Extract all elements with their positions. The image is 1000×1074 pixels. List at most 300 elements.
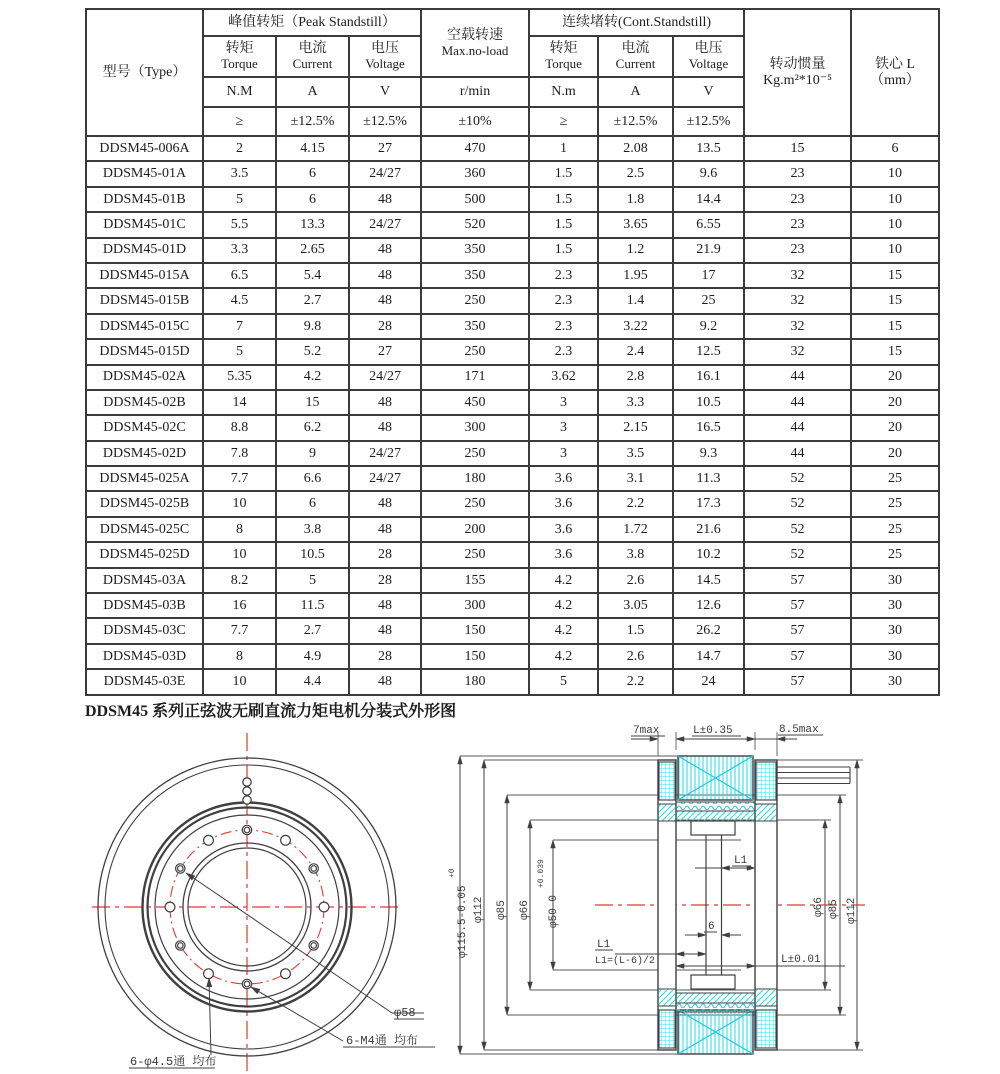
cell-value: 27 [349, 136, 421, 161]
core-unit: （mm） [870, 72, 920, 88]
group-header-cont: 连续堵转(Cont.Standstill) [529, 9, 744, 36]
cell-model-type: DDSM45-01B [86, 187, 203, 212]
tolerance-cell: ≥ [529, 107, 598, 136]
cell-value: 2.7 [276, 288, 349, 313]
cell-value: 48 [349, 238, 421, 263]
table-row [86, 187, 939, 212]
cell-value: 48 [349, 415, 421, 440]
cell-model-type: DDSM45-02A [86, 365, 203, 390]
cell-value: 14.5 [673, 568, 744, 593]
cell-value: 4.2 [529, 593, 598, 618]
cell-value: 350 [421, 263, 529, 288]
unit-cell: V [349, 77, 421, 107]
cell-value: 3.6 [529, 517, 598, 542]
cell-value: 57 [744, 593, 851, 618]
cell-value: 30 [851, 593, 939, 618]
cell-value: 300 [421, 415, 529, 440]
cell-value: 16 [203, 593, 276, 618]
cell-value: 4.4 [276, 669, 349, 694]
col-header-type: 型号（Type） [86, 9, 203, 136]
cell-value: 250 [421, 339, 529, 364]
cell-value: 12.5 [673, 339, 744, 364]
cell-value: 2.3 [529, 314, 598, 339]
cell-value: 44 [744, 365, 851, 390]
cell-value: 23 [744, 238, 851, 263]
unit-cell: A [276, 77, 349, 107]
cell-value: 350 [421, 314, 529, 339]
cell-value: 10 [851, 212, 939, 237]
cell-value: 2.5 [598, 161, 673, 186]
cell-value: 25 [851, 517, 939, 542]
cell-model-type: DDSM45-015A [86, 263, 203, 288]
cell-value: 8 [203, 517, 276, 542]
cell-value: 10.5 [276, 542, 349, 567]
cell-value: 28 [349, 542, 421, 567]
unit-cell: V [673, 77, 744, 107]
cell-value: 7.8 [203, 441, 276, 466]
cell-value: 57 [744, 618, 851, 643]
cell-value: 28 [349, 568, 421, 593]
dim-l1-top: L1 [734, 855, 748, 867]
cell-value: 32 [744, 314, 851, 339]
cell-value: 1.5 [529, 238, 598, 263]
cell-value: 1.5 [598, 618, 673, 643]
motor-section-view-drawing [445, 720, 1000, 1074]
cell-value: 25 [851, 491, 939, 516]
cell-value: 3 [529, 390, 598, 415]
cell-value: 5.2 [276, 339, 349, 364]
cell-value: 10.5 [673, 390, 744, 415]
cell-value: 470 [421, 136, 529, 161]
cell-value: 8.8 [203, 415, 276, 440]
cell-value: 2.8 [598, 365, 673, 390]
cell-value: 48 [349, 491, 421, 516]
table-row [86, 365, 939, 390]
cell-value: 150 [421, 618, 529, 643]
cell-value: 15 [276, 390, 349, 415]
cell-value: 48 [349, 288, 421, 313]
cell-value: 6.6 [276, 466, 349, 491]
cell-value: 24/27 [349, 212, 421, 237]
table-row [86, 669, 939, 694]
motor-front-view-drawing [60, 725, 460, 1074]
cell-model-type: DDSM45-025C [86, 517, 203, 542]
cell-value: 52 [744, 491, 851, 516]
table-row [86, 288, 939, 313]
cell-value: 10 [851, 187, 939, 212]
cell-value: 52 [744, 517, 851, 542]
cell-value: 2.7 [276, 618, 349, 643]
bolt-circle-dia-label: φ58 [394, 1006, 416, 1020]
cell-value: 3.8 [598, 542, 673, 567]
cell-value: 25 [851, 542, 939, 567]
lead-wires [777, 767, 850, 784]
tolerance-cell: ±12.5% [598, 107, 673, 136]
cell-value: 26.2 [673, 618, 744, 643]
cell-value: 4.5 [203, 288, 276, 313]
table-row [86, 238, 939, 263]
cell-value: 450 [421, 390, 529, 415]
cell-value: 5.5 [203, 212, 276, 237]
figure-caption: DDSM45 系列正弦波无刷直流力矩电机分装式外形图 [85, 703, 457, 720]
cell-value: 16.5 [673, 415, 744, 440]
through-holes-label: 6-φ4.5通 均布 [130, 1055, 217, 1069]
dim-d66-left: φ66 [519, 900, 531, 920]
cell-value: 2.65 [276, 238, 349, 263]
cell-model-type: DDSM45-015C [86, 314, 203, 339]
cell-value: 20 [851, 390, 939, 415]
cell-value: 15 [851, 263, 939, 288]
dim-l1-note: L1 [597, 939, 611, 951]
table-row [86, 618, 939, 643]
dim-d112-right: φ112 [846, 897, 858, 924]
col-header-inertia [744, 9, 851, 136]
cell-model-type: DDSM45-01C [86, 212, 203, 237]
cell-value: 10.2 [673, 542, 744, 567]
lead-wire-terminals [243, 778, 251, 804]
cell-value: 44 [744, 390, 851, 415]
cell-model-type: DDSM45-03E [86, 669, 203, 694]
cell-value: 1 [529, 136, 598, 161]
cell-value: 13.3 [276, 212, 349, 237]
cell-value: 520 [421, 212, 529, 237]
table-row [86, 517, 939, 542]
cell-value: 14.4 [673, 187, 744, 212]
cell-value: 2.3 [529, 263, 598, 288]
dim-core-length: L±0.01 [781, 954, 821, 966]
cell-value: 2.6 [598, 644, 673, 669]
cell-value: 17.3 [673, 491, 744, 516]
table-row [86, 644, 939, 669]
cell-value: 17 [673, 263, 744, 288]
cell-value: 23 [744, 212, 851, 237]
table-row [86, 339, 939, 364]
cell-value: 48 [349, 517, 421, 542]
cell-value: 4.15 [276, 136, 349, 161]
cell-value: 6.2 [276, 415, 349, 440]
table-row [86, 415, 939, 440]
dim-d112-left: φ112 [473, 896, 485, 923]
tolerance-cell: ±12.5% [349, 107, 421, 136]
cell-model-type: DDSM45-006A [86, 136, 203, 161]
tolerance-cell: ≥ [203, 107, 276, 136]
table-row [86, 263, 939, 288]
cell-value: 4.2 [276, 365, 349, 390]
tolerance-cell: ±10% [421, 107, 529, 136]
cell-value: 6.5 [203, 263, 276, 288]
table-row [86, 491, 939, 516]
table-row [86, 568, 939, 593]
cell-value: 11.5 [276, 593, 349, 618]
cell-value: 12.6 [673, 593, 744, 618]
table-row [86, 136, 939, 161]
cell-value: 9 [276, 441, 349, 466]
cell-value: 30 [851, 568, 939, 593]
cell-value: 11.3 [673, 466, 744, 491]
unit-cell: A [598, 77, 673, 107]
cell-value: 171 [421, 365, 529, 390]
dim-85max: 8.5max [779, 724, 819, 736]
cell-value: 180 [421, 466, 529, 491]
cell-value: 5 [276, 568, 349, 593]
cell-value: 57 [744, 669, 851, 694]
cell-value: 5 [529, 669, 598, 694]
table-row [86, 390, 939, 415]
cell-model-type: DDSM45-015D [86, 339, 203, 364]
inertia-unit: Kg.m²*10⁻⁵ [763, 72, 833, 88]
cell-value: 3.65 [598, 212, 673, 237]
table-row [86, 161, 939, 186]
cell-value: 6 [276, 187, 349, 212]
cell-value: 44 [744, 441, 851, 466]
table-row [86, 466, 939, 491]
cell-value: 28 [349, 644, 421, 669]
cell-value: 15 [851, 288, 939, 313]
cell-value: 52 [744, 542, 851, 567]
cell-value: 9.6 [673, 161, 744, 186]
spec-table-body [86, 136, 939, 695]
cell-value: 5 [203, 187, 276, 212]
cell-value: 24/27 [349, 365, 421, 390]
cell-value: 9.8 [276, 314, 349, 339]
cell-value: 9.2 [673, 314, 744, 339]
cell-value: 6 [851, 136, 939, 161]
cell-model-type: DDSM45-03B [86, 593, 203, 618]
col-header-cont-voltage: 电压 Voltage [673, 36, 744, 77]
cell-value: 20 [851, 365, 939, 390]
cell-value: 500 [421, 187, 529, 212]
cell-value: 32 [744, 263, 851, 288]
cell-value: 23 [744, 161, 851, 186]
cell-value: 1.5 [529, 187, 598, 212]
cell-value: 350 [421, 238, 529, 263]
cell-value: 48 [349, 187, 421, 212]
cell-value: 2.08 [598, 136, 673, 161]
cell-value: 3.3 [203, 238, 276, 263]
cell-value: 5.4 [276, 263, 349, 288]
cell-value: 10 [851, 238, 939, 263]
cell-value: 5 [203, 339, 276, 364]
cell-value: 44 [744, 415, 851, 440]
cell-model-type: DDSM45-03C [86, 618, 203, 643]
cell-value: 3.6 [529, 491, 598, 516]
table-row [86, 542, 939, 567]
cell-value: 200 [421, 517, 529, 542]
cell-value: 23 [744, 187, 851, 212]
table-row [86, 593, 939, 618]
cell-value: 2.3 [529, 339, 598, 364]
noload-en: Max.no-load [441, 42, 509, 58]
cell-value: 300 [421, 593, 529, 618]
cell-value: 48 [349, 618, 421, 643]
cell-value: 180 [421, 669, 529, 694]
cell-value: 1.95 [598, 263, 673, 288]
cell-value: 2.2 [598, 669, 673, 694]
cell-value: 2.15 [598, 415, 673, 440]
cell-model-type: DDSM45-02C [86, 415, 203, 440]
cell-value: 3 [529, 415, 598, 440]
cell-model-type: DDSM45-02D [86, 441, 203, 466]
col-header-peak-current: 电流 Current [276, 36, 349, 77]
cell-value: 3.3 [598, 390, 673, 415]
cell-value: 2.3 [529, 288, 598, 313]
cell-value: 3.5 [203, 161, 276, 186]
cell-value: 155 [421, 568, 529, 593]
inertia-cn: 转动惯量 [769, 56, 826, 72]
cell-value: 2 [203, 136, 276, 161]
core-cn: 铁心 L [875, 56, 916, 72]
cell-value: 32 [744, 339, 851, 364]
dim-d1155: φ115.5-0.05 [457, 885, 469, 958]
cell-model-type: DDSM45-025A [86, 466, 203, 491]
cell-value: 7.7 [203, 466, 276, 491]
cell-value: 30 [851, 618, 939, 643]
cell-value: 48 [349, 263, 421, 288]
cell-value: 1.72 [598, 517, 673, 542]
cell-value: 9.3 [673, 441, 744, 466]
col-header-peak-voltage: 电压 Voltage [349, 36, 421, 77]
cell-model-type: DDSM45-03D [86, 644, 203, 669]
cell-value: 57 [744, 568, 851, 593]
cell-value: 1.5 [529, 212, 598, 237]
cell-value: 14 [203, 390, 276, 415]
cell-value: 8 [203, 644, 276, 669]
cell-value: 52 [744, 466, 851, 491]
dim-d66-right: φ66 [813, 897, 825, 917]
cell-value: 24/27 [349, 466, 421, 491]
noload-cn: 空载转速 [447, 27, 504, 43]
cell-value: 6.55 [673, 212, 744, 237]
cell-value: 15 [744, 136, 851, 161]
cell-model-type: DDSM45-015B [86, 288, 203, 313]
cell-value: 4.2 [529, 568, 598, 593]
group-header-peak: 峰值转矩（Peak Standstill） [203, 9, 421, 36]
cell-value: 3.5 [598, 441, 673, 466]
cell-value: 48 [349, 669, 421, 694]
cell-value: 4.9 [276, 644, 349, 669]
unit-cell: N.m [529, 77, 598, 107]
cell-value: 250 [421, 491, 529, 516]
cell-value: 3.8 [276, 517, 349, 542]
cell-value: 10 [203, 669, 276, 694]
cell-value: 250 [421, 288, 529, 313]
dim-six: 6 [708, 921, 715, 933]
cell-value: 3.6 [529, 466, 598, 491]
cell-value: 250 [421, 441, 529, 466]
cell-value: 7.7 [203, 618, 276, 643]
cell-value: 1.5 [529, 161, 598, 186]
cell-value: 16.1 [673, 365, 744, 390]
cell-value: 24 [673, 669, 744, 694]
unit-cell: r/min [421, 77, 529, 107]
cell-value: 6 [276, 491, 349, 516]
cell-value: 15 [851, 339, 939, 364]
table-row [86, 212, 939, 237]
cell-value: 14.7 [673, 644, 744, 669]
cell-value: 48 [349, 593, 421, 618]
cell-value: 57 [744, 644, 851, 669]
cell-value: 3.22 [598, 314, 673, 339]
dim-l1-formula: L1=(L-6)/2 [595, 956, 656, 967]
cell-value: 1.2 [598, 238, 673, 263]
dim-d50: φ50-0 [548, 894, 560, 928]
dim-d85-right: φ85 [828, 899, 840, 919]
cell-model-type: DDSM45-025B [86, 491, 203, 516]
cell-value: 30 [851, 669, 939, 694]
cell-value: 28 [349, 314, 421, 339]
cell-value: 25 [673, 288, 744, 313]
dim-d50-tol: +0.039 [537, 859, 546, 888]
cell-value: 30 [851, 644, 939, 669]
cell-value: 1.8 [598, 187, 673, 212]
cell-value: 13.5 [673, 136, 744, 161]
cell-value: 3.05 [598, 593, 673, 618]
dim-7max: 7max [633, 725, 660, 737]
cell-value: 3.6 [529, 542, 598, 567]
dim-d85-left: φ85 [496, 900, 508, 920]
cell-value: 15 [851, 314, 939, 339]
cell-value: 2.6 [598, 568, 673, 593]
cell-value: 3.62 [529, 365, 598, 390]
dimension-lines-inner [595, 866, 845, 966]
cell-value: 360 [421, 161, 529, 186]
cell-value: 4.2 [529, 618, 598, 643]
cell-value: 4.2 [529, 644, 598, 669]
cell-value: 3 [529, 441, 598, 466]
cell-value: 21.9 [673, 238, 744, 263]
cell-value: 2.2 [598, 491, 673, 516]
dim-length-tol: L±0.35 [693, 725, 733, 737]
cell-value: 10 [851, 161, 939, 186]
cell-model-type: DDSM45-025D [86, 542, 203, 567]
cell-value: 20 [851, 441, 939, 466]
tolerance-cell: ±12.5% [673, 107, 744, 136]
table-row [86, 441, 939, 466]
col-header-core [851, 9, 939, 136]
cell-value: 1.4 [598, 288, 673, 313]
tapped-holes-label: 6-M4通 均布 [346, 1034, 419, 1048]
col-header-cont-current: 电流 Current [598, 36, 673, 77]
cell-value: 20 [851, 415, 939, 440]
col-header-peak-torque: 转矩 Torque [203, 36, 276, 77]
cell-value: 32 [744, 288, 851, 313]
cell-value: 7 [203, 314, 276, 339]
cell-value: 21.6 [673, 517, 744, 542]
cell-value: 48 [349, 390, 421, 415]
col-header-cont-torque: 转矩 Torque [529, 36, 598, 77]
cell-model-type: DDSM45-01A [86, 161, 203, 186]
spec-table [85, 8, 940, 696]
cell-value: 8.2 [203, 568, 276, 593]
dim-d1155-tol: +0 [448, 868, 457, 878]
cell-value: 10 [203, 491, 276, 516]
cell-model-type: DDSM45-02B [86, 390, 203, 415]
unit-cell: N.M [203, 77, 276, 107]
cell-value: 24/27 [349, 161, 421, 186]
cell-value: 6 [276, 161, 349, 186]
cell-value: 150 [421, 644, 529, 669]
tolerance-cell: ±12.5% [276, 107, 349, 136]
cell-value: 3.1 [598, 466, 673, 491]
cell-value: 27 [349, 339, 421, 364]
cell-value: 10 [203, 542, 276, 567]
cell-value: 250 [421, 542, 529, 567]
col-header-noload [421, 9, 529, 77]
cell-value: 25 [851, 466, 939, 491]
cell-value: 2.4 [598, 339, 673, 364]
cell-model-type: DDSM45-01D [86, 238, 203, 263]
cell-value: 5.35 [203, 365, 276, 390]
